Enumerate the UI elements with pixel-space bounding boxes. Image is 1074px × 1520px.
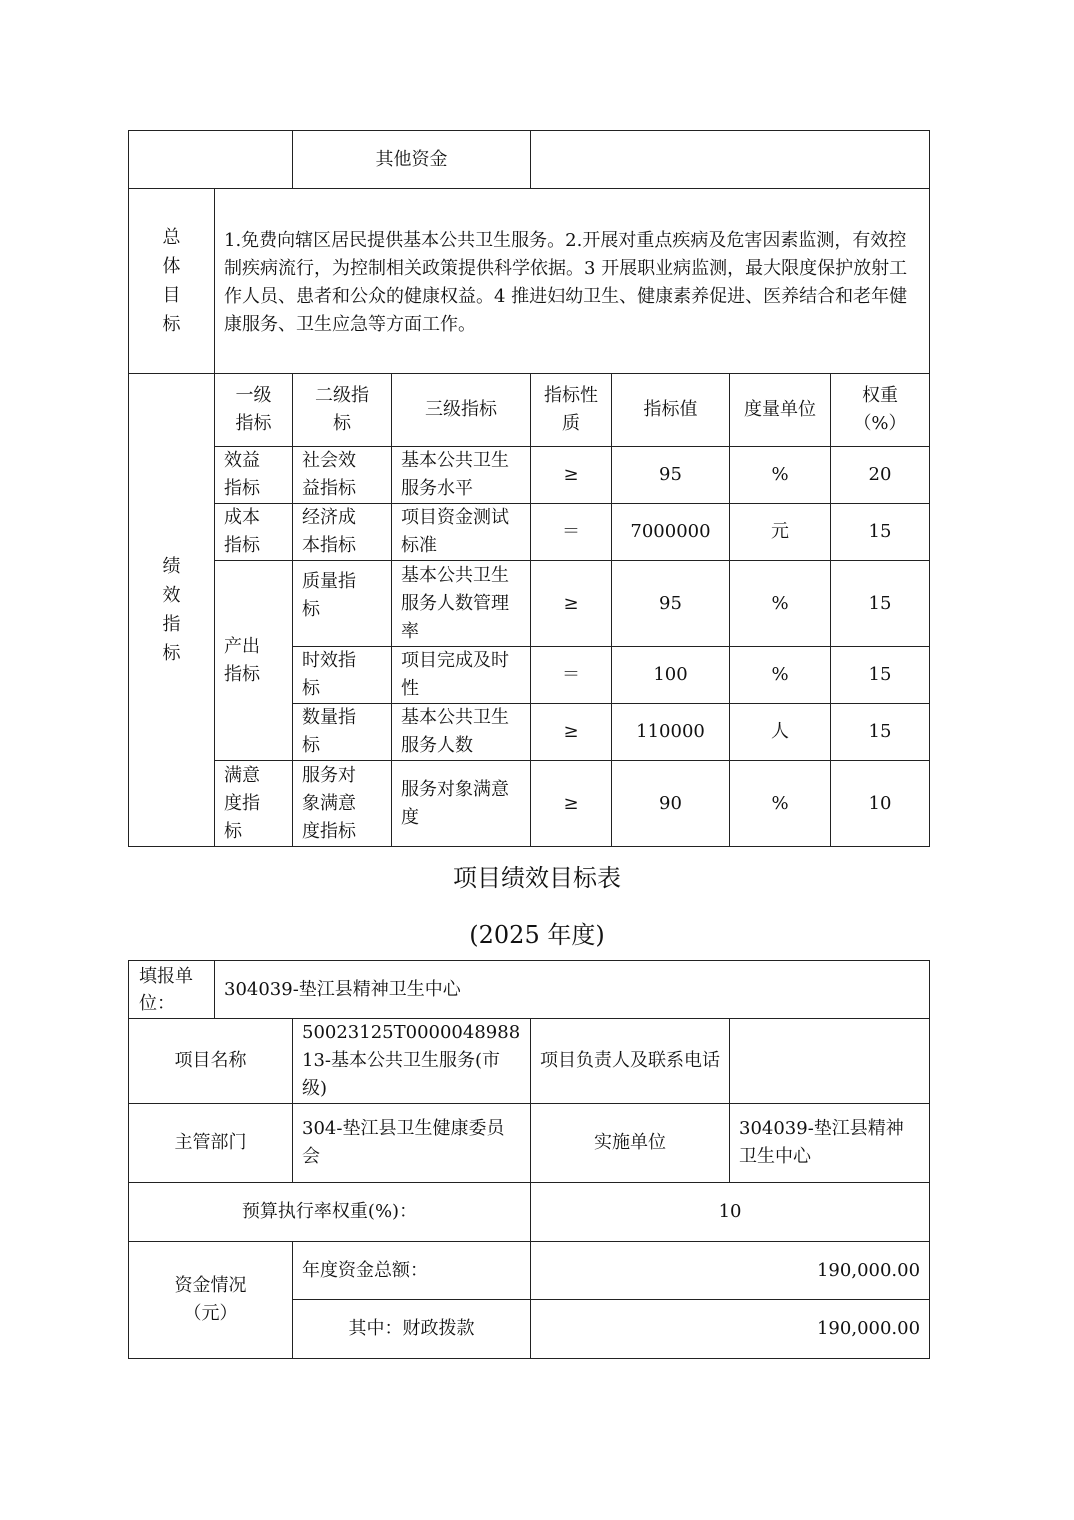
- level1-cell: 满意 度指 标: [215, 761, 293, 847]
- project-name-value: 50023125T000004898813-基本公共卫生服务(市级): [293, 1019, 531, 1104]
- level2-cell: 时效指 标: [293, 647, 392, 704]
- header-weight: 权重（%）: [831, 374, 930, 447]
- weight-cell: 15: [831, 561, 930, 647]
- value-cell: 95: [612, 561, 730, 647]
- other-funds-value: [531, 131, 930, 189]
- value-cell: 90: [612, 761, 730, 847]
- budget-rate-weight-label: 预算执行率权重(%)：: [129, 1183, 531, 1242]
- weight-cell: 20: [831, 447, 930, 504]
- page-title: 项目绩效目标表: [453, 864, 621, 892]
- value-cell: 100: [612, 647, 730, 704]
- unit-cell: 人: [730, 704, 831, 761]
- nature-cell: ≥: [531, 447, 612, 504]
- contact-value: [730, 1019, 930, 1104]
- weight-cell: 15: [831, 647, 930, 704]
- nature-cell: ≥: [531, 704, 612, 761]
- supervising-dept-label: 主管部门: [129, 1104, 293, 1183]
- header-level3: 三级指标: [392, 374, 531, 447]
- value-cell: 7000000: [612, 504, 730, 561]
- header-value: 指标值: [612, 374, 730, 447]
- level2-cell: 社会效 益指标: [293, 447, 392, 504]
- level3-cell: 项目完成及时性: [392, 647, 531, 704]
- table-row: [129, 561, 930, 647]
- header-level2: 二级指 标: [293, 374, 392, 447]
- performance-indicator-table: [128, 130, 930, 847]
- weight-cell: 10: [831, 761, 930, 847]
- level1-cell: 成本 指标: [215, 504, 293, 561]
- annual-total-value: 190,000.00: [531, 1242, 930, 1300]
- supervising-dept-value: 304-垫江县卫生健康委员会: [293, 1104, 531, 1183]
- reporting-unit-label: 填报单 位：: [129, 961, 215, 1019]
- overall-goal-text: 1.免费向辖区居民提供基本公共卫生服务。2.开展对重点疾病及危害因素监测，有效控制疾病流行，为控制相关政策提供科学依据。3 开展职业病监测，最大限度保护放射工作人员、患者和公众的健康权益。4 推进妇幼卫生、健康素养促进、医养结合和老年健康服务、卫生应急等方面工作。: [215, 189, 930, 374]
- reporting-unit-value: 304039-垫江县精神卫生中心: [215, 961, 930, 1019]
- implementing-unit-label: 实施单位: [531, 1104, 730, 1183]
- value-cell: 110000: [612, 704, 730, 761]
- weight-cell: 15: [831, 504, 930, 561]
- performance-indicator-label: 绩 效 指 标: [129, 374, 215, 847]
- level1-cell: 产出 指标: [215, 561, 293, 761]
- level3-cell: 服务对象满意度: [392, 761, 531, 847]
- nature-cell: ＝: [531, 504, 612, 561]
- fiscal-allocation-value: 190,000.00: [531, 1300, 930, 1359]
- blank-cell: [129, 131, 293, 189]
- fund-status-label: 资金情况 （元）: [129, 1242, 293, 1359]
- table-row: [129, 761, 930, 847]
- project-info-table: [128, 960, 930, 1359]
- table-row: [129, 447, 930, 504]
- overall-goal-label: 总 体 目 标: [129, 189, 215, 374]
- table-row: [129, 504, 930, 561]
- contact-label: 项目负责人及联系电话: [531, 1019, 730, 1104]
- nature-cell: ≥: [531, 561, 612, 647]
- level3-cell: 基本公共卫生服务人数: [392, 704, 531, 761]
- header-unit: 度量单位: [730, 374, 831, 447]
- fiscal-allocation-label: 其中：财政拨款: [293, 1300, 531, 1359]
- nature-cell: ≥: [531, 761, 612, 847]
- value-cell: 95: [612, 447, 730, 504]
- other-funds-label: 其他资金: [293, 131, 531, 189]
- level2-cell: 质量指 标: [293, 561, 392, 647]
- header-level1: 一级 指标: [215, 374, 293, 447]
- level3-cell: 基本公共卫生服务人数管理率: [392, 561, 531, 647]
- level3-cell: 基本公共卫生服务水平: [392, 447, 531, 504]
- unit-cell: 元: [730, 504, 831, 561]
- unit-cell: %: [730, 447, 831, 504]
- level2-cell: 经济成 本指标: [293, 504, 392, 561]
- page-subtitle: (2025 年度): [469, 921, 605, 949]
- header-nature: 指标性 质: [531, 374, 612, 447]
- unit-cell: %: [730, 647, 831, 704]
- weight-cell: 15: [831, 704, 930, 761]
- level3-cell: 项目资金测试标准: [392, 504, 531, 561]
- unit-cell: %: [730, 761, 831, 847]
- level2-cell: 服务对 象满意 度指标: [293, 761, 392, 847]
- level2-cell: 数量指 标: [293, 704, 392, 761]
- nature-cell: ＝: [531, 647, 612, 704]
- level1-cell: 效益 指标: [215, 447, 293, 504]
- project-name-label: 项目名称: [129, 1019, 293, 1104]
- unit-cell: %: [730, 561, 831, 647]
- annual-total-label: 年度资金总额：: [293, 1242, 531, 1300]
- budget-rate-weight-value: 10: [531, 1183, 930, 1242]
- implementing-unit-value: 304039-垫江县精神卫生中心: [730, 1104, 930, 1183]
